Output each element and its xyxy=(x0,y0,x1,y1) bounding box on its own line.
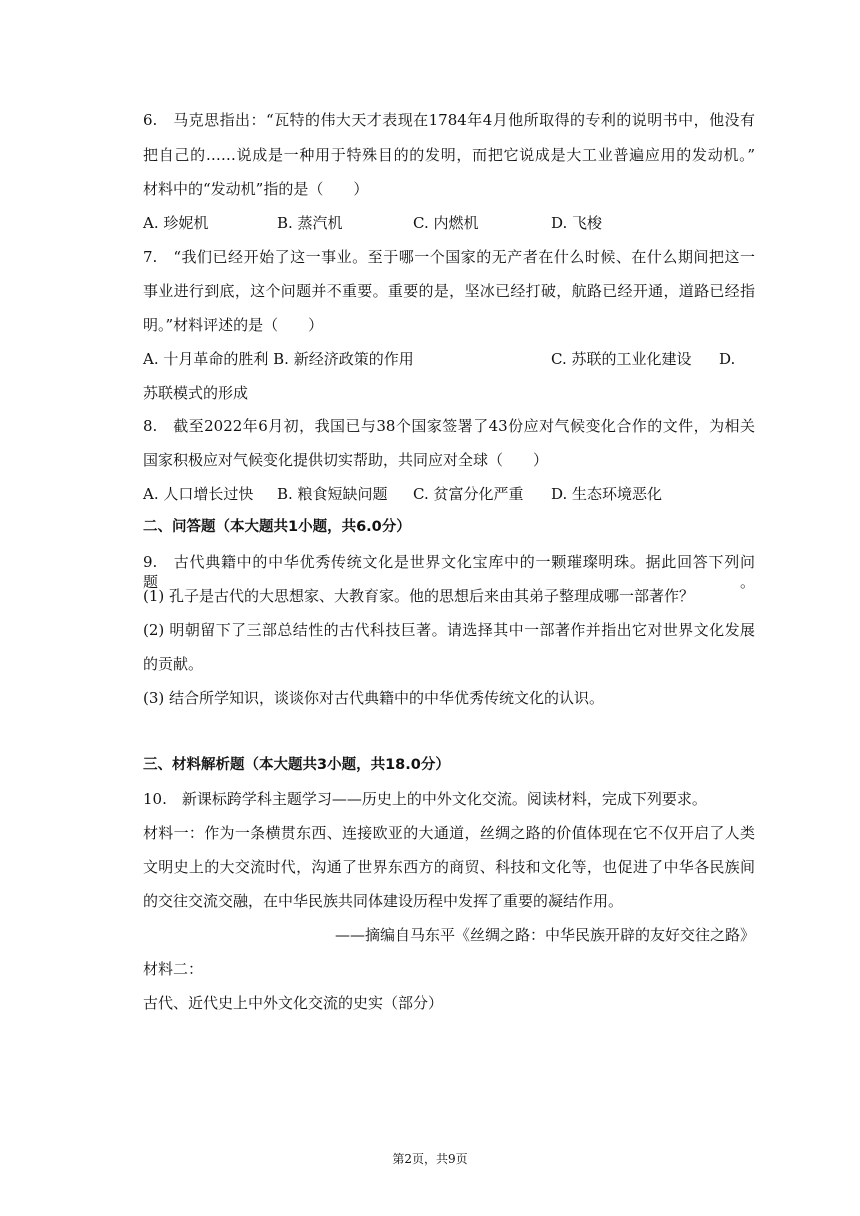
q8-option-b[interactable]: B. 粮食短缺问题 xyxy=(277,485,388,503)
q10-material-2-label: 材料二： xyxy=(143,960,204,978)
q8-line-2: 国家积极应对气候变化提供切实帮助，共同应对全球（ ） xyxy=(143,451,549,469)
q7-line-1: 7. “我们已经开始了这一事业。至于哪一个国家的无产者在什么时候、在什么期间把这一 xyxy=(143,248,755,266)
q8-option-c[interactable]: C. 贫富分化严重 xyxy=(413,485,524,503)
q10-line-1: 10. 新课标跨学科主题学习——历史上的中外文化交流。阅读材料，完成下列要求。 xyxy=(143,790,707,808)
q10-material-1-line-2: 文明史上的大交流时代，沟通了世界东西方的商贸、科技和文化等，也促进了中华各民族间 xyxy=(143,858,755,876)
q8-line-1: 8. 截至2022年6月初，我国已与38个国家签署了43份应对气候变化合作的文件，为相关 xyxy=(143,417,755,435)
q9-sub-2-line-2: 的贡献。 xyxy=(143,655,204,673)
q7-option-c[interactable]: C. 苏联的工业化建设 xyxy=(551,350,692,368)
q9-sub-3: (3) 结合所学知识，谈谈你对古代典籍中的中华优秀传统文化的认识。 xyxy=(143,689,605,707)
q6-line-3: 材料中的“发动机”指的是（ ） xyxy=(143,180,369,198)
q6-option-b[interactable]: B. 蒸汽机 xyxy=(277,214,343,232)
q8-option-d[interactable]: D. 生态环境恶化 xyxy=(551,485,663,503)
q7-option-d-label[interactable]: D. xyxy=(719,350,736,368)
q7-line-3: 明。”材料评述的是（ ） xyxy=(143,316,324,334)
q10-material-1-source: ——摘编自马东平《丝绸之路：中华民族开辟的友好交往之路》 xyxy=(334,926,755,944)
page-number: 第2页，共9页 xyxy=(392,1152,468,1166)
q6-option-c[interactable]: C. 内燃机 xyxy=(413,214,479,232)
q9-sub-2-line-1: (2) 明朝留下了三部总结性的古代科技巨著。请选择其中一部著作并指出它对世界文化发展 xyxy=(143,621,755,639)
q8-option-a[interactable]: A. 人口增长过快 xyxy=(143,485,254,503)
q10-material-1-line-3: 的交往交流交融，在中华民族共同体建设历程中发挥了重要的凝结作用。 xyxy=(143,892,624,910)
q10-material-2-title: 古代、近代史上中外文化交流的史实（部分） xyxy=(143,994,444,1012)
section-2-heading: 二、问答题（本大题共1小题，共6.0分） xyxy=(143,519,411,535)
q7-option-ab[interactable]: A. 十月革命的胜利 B. 新经济政策的作用 xyxy=(143,350,414,368)
q9-sub-1: (1) 孔子是古代的大思想家、大教育家。他的思想后来由其弟子整理成哪一部著作？ xyxy=(143,587,695,605)
q7-line-2: 事业进行到底，这个问题并不重要。重要的是，坚冰已经打破，航路已经开通，道路已经指 xyxy=(143,282,755,300)
q6-line-1: 6. 马克思指出：“瓦特的伟大天才表现在1784年4月他所取得的专利的说明书中，他没有 xyxy=(143,111,755,129)
q6-option-a[interactable]: A. 珍妮机 xyxy=(143,214,209,232)
q6-option-d[interactable]: D. 飞梭 xyxy=(551,214,603,232)
q6-line-2: 把自己的……说成是一种用于特殊目的的发明，而把它说成是大工业普遍应用的发动机。” xyxy=(143,146,755,164)
q9-line-1: 9. 古代典籍中的中华优秀传统文化是世界文化宝库中的一颗璀璨明珠。据此回答下列问题。 xyxy=(143,553,755,591)
q7-option-d-text[interactable]: 苏联模式的形成 xyxy=(143,384,249,402)
section-3-heading: 三、材料解析题（本大题共3小题，共18.0分） xyxy=(143,757,450,773)
q10-material-1-line-1: 材料一：作为一条横贯东西、连接欧亚的大通道，丝绸之路的价值体现在它不仅开启了人类 xyxy=(143,824,755,842)
